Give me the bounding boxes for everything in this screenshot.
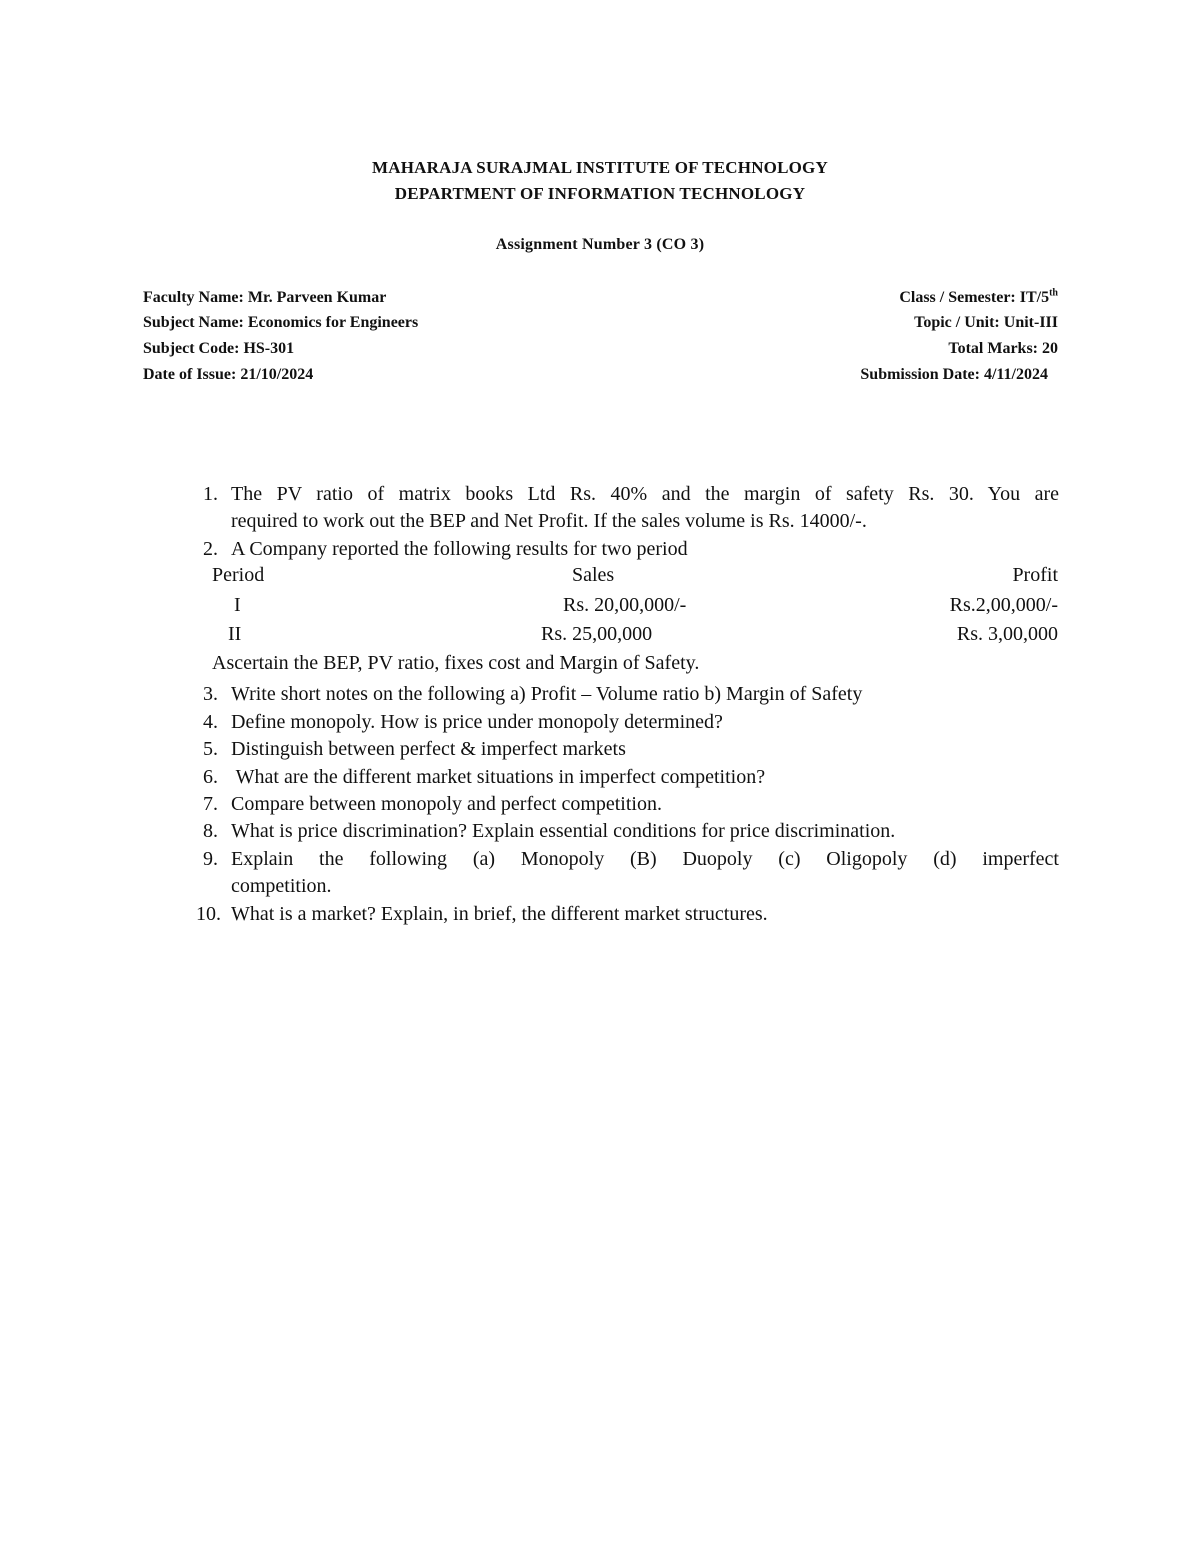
question-number: 3.	[203, 683, 218, 705]
class-semester	[899, 289, 1058, 307]
question-number: 7.	[203, 793, 218, 815]
table-header-profit: Profit	[1012, 564, 1058, 586]
subject-code: Subject Code: HS-301	[143, 340, 295, 357]
question-8-text: What is price discrimination? Explain essential conditions for price discrimination.	[231, 820, 896, 842]
question-10-text: What is a market? Explain, in brief, the different market structures.	[231, 903, 768, 925]
total-marks: Total Marks: 20	[948, 340, 1058, 357]
submission-date: Submission Date: 4/11/2024	[860, 366, 1048, 383]
table-cell-period: I	[234, 594, 241, 616]
faculty-name: Faculty Name: Mr. Parveen Kumar	[143, 289, 387, 306]
table-cell-period: II	[228, 623, 242, 645]
question-4-text: Define monopoly. How is price under monopoly determined?	[231, 711, 723, 733]
question-number: 6.	[203, 766, 218, 788]
subject-name: Subject Name: Economics for Engineers	[143, 314, 419, 331]
table-cell-profit: Rs.2,00,000/-	[949, 594, 1058, 616]
question-9-line-2: competition.	[231, 875, 332, 897]
assignment-title: Assignment Number 3 (CO 3)	[495, 236, 705, 253]
table-cell-profit: Rs. 3,00,000	[956, 623, 1058, 645]
question-number: 2.	[203, 538, 218, 560]
question-7-text: Compare between monopoly and perfect competition.	[231, 793, 662, 815]
table-header-sales: Sales	[572, 564, 615, 586]
question-1-line-2: required to work out the BEP and Net Profit. If the sales volume is Rs. 14000/-.	[231, 510, 867, 532]
question-2-text: A Company reported the following results for two period	[231, 538, 688, 560]
class-semester-sup: th	[1049, 287, 1058, 299]
table-header-period: Period	[212, 564, 265, 586]
question-number: 10.	[196, 903, 221, 925]
question-9-line-1: Explain the following (a) Monopoly (B) Duopoly (c) Oligopoly (d) imperfect	[231, 848, 1059, 870]
question-number: 5.	[203, 738, 218, 760]
date-of-issue: Date of Issue: 21/10/2024	[143, 366, 314, 383]
question-1-line-1: The PV ratio of matrix books Ltd Rs. 40% and the margin of safety Rs. 30. You are	[231, 483, 1059, 505]
question-number: 8.	[203, 820, 218, 842]
table-cell-sales: Rs. 25,00,000	[541, 623, 653, 645]
question-number: 1.	[203, 483, 218, 505]
class-semester-text: Class / Semester: IT/5	[899, 289, 1050, 306]
question-6-text: What are the different market situations in imperfect competition?	[231, 766, 766, 788]
question-number: 9.	[203, 848, 218, 870]
question-number: 4.	[203, 711, 218, 733]
topic-unit: Topic / Unit: Unit-III	[914, 314, 1058, 331]
department-title: DEPARTMENT OF INFORMATION TECHNOLOGY	[394, 184, 806, 203]
institute-title: MAHARAJA SURAJMAL INSTITUTE OF TECHNOLOGY	[372, 158, 828, 177]
table-cell-sales: Rs. 20,00,000/-	[563, 594, 687, 616]
question-5-text: Distinguish between perfect & imperfect markets	[231, 738, 626, 760]
question-3-text: Write short notes on the following a) Profit – Volume ratio b) Margin of Safety	[231, 683, 863, 705]
table-note: Ascertain the BEP, PV ratio, fixes cost and Margin of Safety.	[212, 652, 700, 674]
